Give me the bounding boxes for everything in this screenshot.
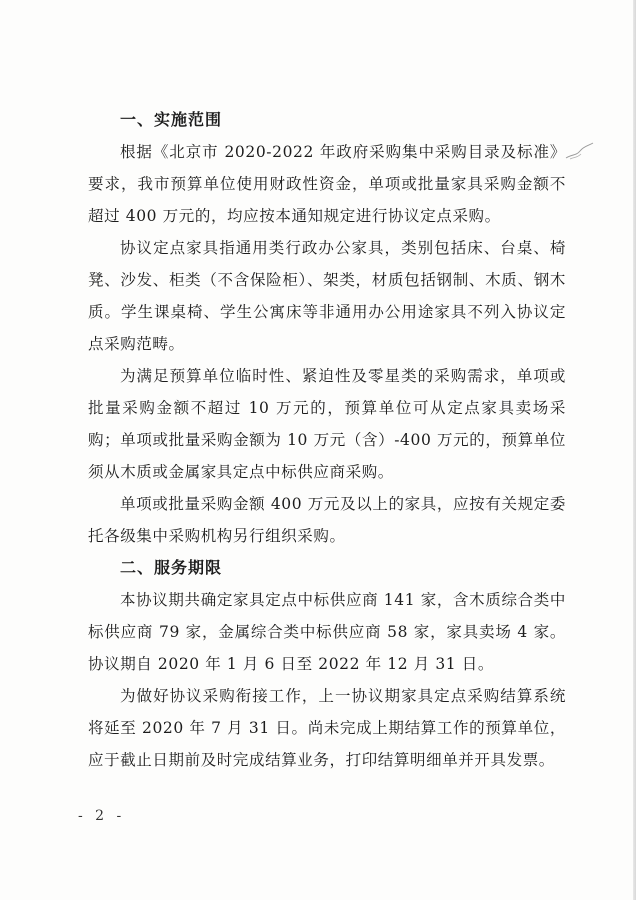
document-body	[88, 104, 566, 776]
section-heading-service-period: 二、服务期限	[120, 558, 223, 577]
paragraph-settlement-transition: 为做好协议采购衔接工作，上一协议期家具定点采购结算系统将延至 2020 年 7 月 31 日。尚未完成上期结算工作的预算单位，应于截止日期前及时完成结算业务，打印结算明细单并开具发票。	[88, 687, 566, 769]
paragraph-supplier-count: 本协议期共确定家具定点中标供应商 141 家，含木质综合类中标供应商 79 家，金属综合类中标供应商 58 家，家具卖场 4 家。协议期自 2020 年 1 月 6 日至 2022 年 12 月 31 日。	[88, 591, 566, 673]
paragraph-large-purchase: 单项或批量采购金额 400 万元及以上的家具，应按有关规定委托各级集中采购机构另行组织采购。	[88, 495, 566, 545]
pen-mark-icon	[564, 140, 596, 162]
paragraph-amount-thresholds: 为满足预算单位临时性、紧迫性及零星类的采购需求，单项或批量采购金额不超过 10 万元的，预算单位可从定点家具卖场采购；单项或批量采购金额为 10 万元（含）-400 万元的，预算单位须从木质或金属家具定点中标供应商采购。	[88, 367, 566, 481]
paragraph-furniture-definition: 协议定点家具指通用类行政办公家具，类别包括床、台桌、椅凳、沙发、柜类（不含保险柜）、架类，材质包括钢制、木质、钢木质。学生课桌椅、学生公寓床等非通用办公用途家具不列入协议定点采购范畴。	[88, 239, 566, 353]
page-number: - 2 -	[78, 808, 126, 824]
section-heading-scope: 一、实施范围	[120, 110, 223, 129]
paragraph-scope-basis: 根据《北京市 2020-2022 年政府采购集中采购目录及标准》要求，我市预算单位使用财政性资金，单项或批量家具采购金额不超过 400 万元的，均应按本通知规定进行协议定点采购。	[88, 143, 566, 225]
